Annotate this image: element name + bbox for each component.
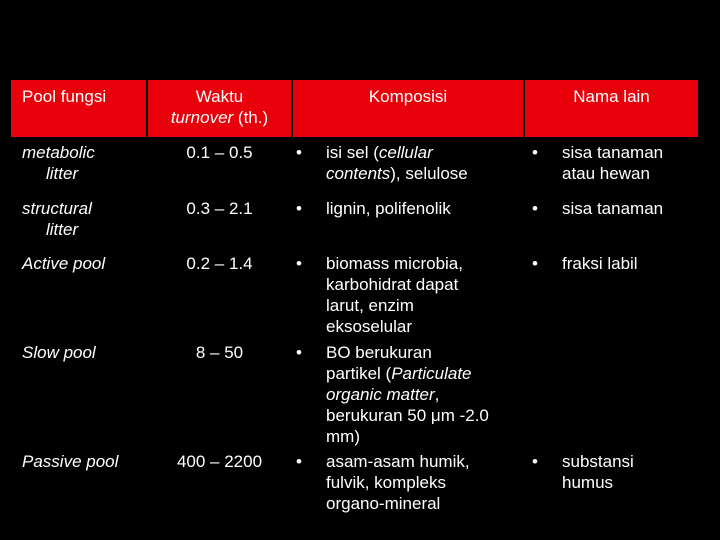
pool-label: metabolic [22, 143, 95, 162]
pool-metabolic-litter [22, 142, 148, 184]
header-waktu-line1: Waktu [195, 87, 244, 106]
pool-label: Active pool [22, 254, 106, 273]
komposisi-text: asam-asam humik, fulvik, kompleks organo-mineral [326, 452, 470, 513]
header-waktu-turnover [148, 80, 291, 137]
waktu-value: 400 – 2200 [176, 452, 263, 471]
bullet: • [296, 199, 302, 218]
pool-structural-litter [22, 198, 148, 240]
pool-slow [22, 342, 148, 363]
pool-active [22, 253, 148, 274]
pool-label: structural [22, 199, 92, 218]
nama-text: fraksi labil [562, 254, 638, 273]
pool-label-cont: litter [46, 164, 79, 183]
bullet: • [296, 343, 302, 362]
waktu-value: 0.2 – 1.4 [186, 254, 253, 273]
pool-label: Passive pool [22, 452, 119, 471]
komposisi-text: isi sel (cellular contents), selulose [326, 143, 468, 183]
bullet: • [296, 254, 302, 273]
pool-label: Slow pool [22, 343, 96, 362]
header-nama-lain [525, 80, 698, 137]
komposisi-text: lignin, polifenolik [326, 199, 451, 218]
komposisi-text: BO berukuran partikel (Particulate organic matter, berukuran 50 μm -2.0 mm) [326, 343, 489, 446]
header-waktu-turnover-word: turnover [170, 108, 234, 127]
komposisi-text: biomass microbia, karbohidrat dapat larut, enzim eksoselular [326, 254, 463, 336]
bullet: • [532, 254, 538, 273]
header-komposisi [293, 80, 523, 137]
header-nama-label: Nama lain [573, 87, 650, 106]
nama-text: substansi humus [562, 452, 634, 492]
bullet: • [532, 452, 538, 471]
header-pool-label: Pool fungsi [22, 87, 107, 106]
bullet: • [532, 199, 538, 218]
nama-text: sisa tanaman [562, 199, 664, 218]
pool-label-cont: litter [46, 220, 79, 239]
waktu-value: 8 – 50 [195, 343, 244, 362]
pool-passive [22, 451, 148, 472]
bullet: • [296, 143, 302, 162]
nama-text: sisa tanaman atau hewan [562, 143, 664, 183]
header-komposisi-label: Komposisi [368, 87, 448, 106]
bullet: • [532, 143, 538, 162]
header-pool-fungsi [11, 80, 146, 137]
waktu-value: 0.1 – 0.5 [186, 143, 253, 162]
bullet: • [296, 452, 302, 471]
waktu-value: 0.3 – 2.1 [186, 199, 253, 218]
header-waktu-unit: (th.) [233, 108, 269, 127]
